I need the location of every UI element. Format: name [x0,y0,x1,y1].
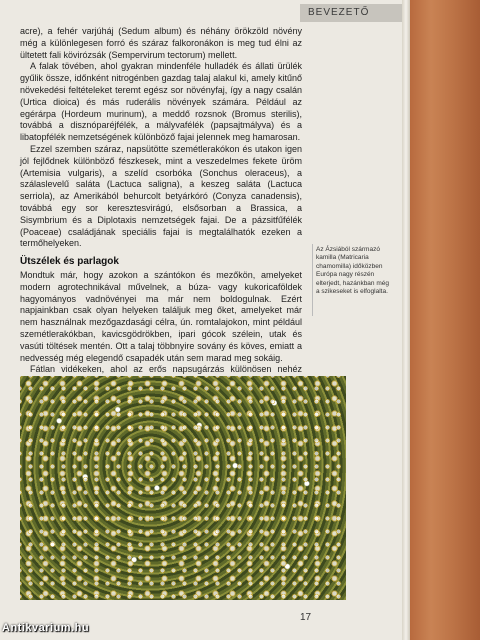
chamomile-photo [20,376,346,600]
section-header: BEVEZETŐ [300,4,402,22]
page-edge [402,0,410,640]
paragraph: Ezzel szemben száraz, napsütötte szemétlerakókon és utakon igen jól fejlődnek különböző fészkesek, mint a veszedelmes fekete üröm (Artemisia vulgaris), a szelíd csorbóka (Sonchus oleraceus), a szálaslevelű saláta (Lactuca saligna), a keszeg saláta (Lactuca serriola), az Amerikából behurcolt betyárkóró (Conyza canadensis), továbbá egy sor keresztesvirágú, elsősorban a Brassica, a Sisymbrium és a Diplotaxis nemzetségek fajai. De a pázsitfűfélék (Poaceae) családjának speciális fajai is megtalálhatók ezeken a termőhelyeken. [20,143,302,249]
background-surface [410,0,480,640]
paragraph: Fátlan vidékeken, ahol az erős napsugárzás különösen nehéz [30,364,302,375]
watermark-logo: Antikvarium.hu [2,622,90,634]
caption-rule [312,244,313,316]
main-text-column [20,26,302,400]
paragraph: A falak tövében, ahol gyakran mindenféle hulladék és állati ürülék gyűlik össze, időnként nitrogénben gazdag talaj alakul ki, amely kitűnő növekedési feltételeket teremt egész sor növényfaj, így a nagy csalán (Urtica dioica) és más ruderális növények számára. Például az egérárpa (Hordeum murinum), a meddő rozsnok (Bromus sterilis), továbbá a disznóparéjfélék, a mályvafélék (papsajtmályva) és a libatopfélék nemzetségének különböző fajai jelennek meg hamarosan. [20,61,302,143]
section-heading: Ütszélek és parlagok [20,256,119,268]
chamomile-flowers-detail [20,376,346,600]
page-number: 17 [300,612,312,623]
photo-caption: Az Ázsiából származó kamilla (Matricaria chamomilla) időközben Európa nagy részén elterjedt, hazánkban még a szikeseket is elfoglalta. [316,246,389,296]
paragraph: Mondtuk már, hogy azokon a szántókon és mezőkön, amelyeket modern agrotechnikával művelnek, a búza- vagy kukoricaföldek hagyományos vadnövényei ma már nem boldogulnak. Ezért napjainkban csak olyan helyeken találjuk meg őket, amelyeket már nem használnak mezőgazdasági célra, ún. romtalajokon, mint például szemétlerakókban, kavicsgödrökben, ipari gócok szélein, utak és vasúti töltések mentén. Ott a talaj többnyire sovány és köves, emiatt a nedvesség még elegendő csapadék után sem marad meg sokáig. [20,269,302,363]
paragraph: acre), a fehér varjúháj (Sedum album) és néhány örökzöld növény még a különlegesen forró és száraz falkoronákon is meg tud élni az ültetett fali kövirózsák (Sempervirum tectorum) mellett. [20,26,302,60]
